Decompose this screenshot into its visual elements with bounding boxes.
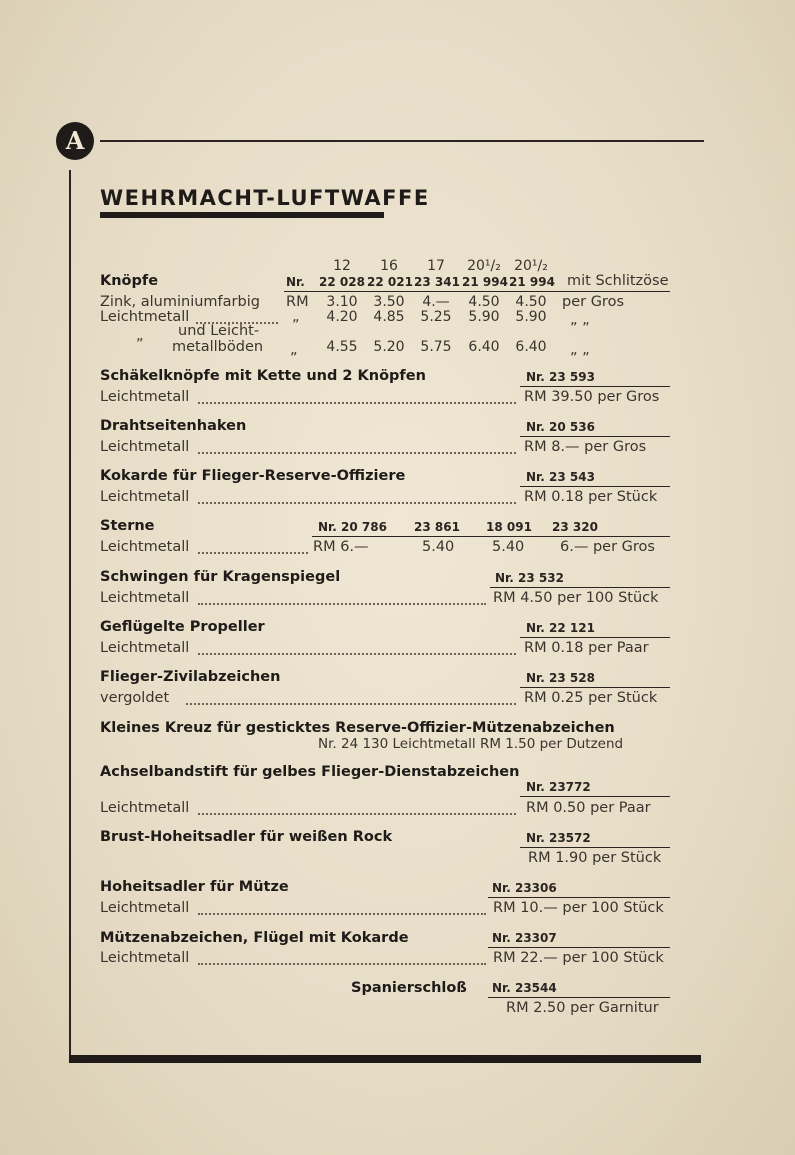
item-heading: Brust-Hoheitsadler für weißen Rock [100,829,393,845]
knoepfe-row-2-tail: „ „ [570,312,590,328]
knoepfe-row-2-value-5: 5.90 [515,309,547,325]
knoepfe-number-1: 22 028 [319,275,365,289]
knoepfe-row-3-unit: „ [290,342,298,358]
knoepfe-row-2-value-3: 5.25 [420,309,452,325]
item-leader [198,452,516,454]
knoepfe-row-1-unit: RM [286,294,309,310]
item-price: RM 2.50 per Garnitur [506,1000,659,1016]
item-rule [520,847,670,848]
item-rule [520,637,670,638]
item-rule [488,947,670,948]
item-leader [198,402,516,404]
item-heading: Schäkelknöpfe mit Kette und 2 Knöpfen [100,368,426,384]
knoepfe-row-2-value-1: 4.20 [326,309,358,325]
item-number: Nr. 23 528 [526,671,595,685]
knoepfe-row-3-label-line-1: und Leicht- [178,323,260,339]
item-rule [490,587,670,588]
knoepfe-row-1-value-5: 4.50 [515,294,547,310]
sterne-value-3: 5.40 [492,539,525,555]
item-description: vergoldet [100,690,170,706]
item-leader [198,552,308,554]
item-description: Leichtmetall [100,640,190,656]
item-rule [520,436,670,437]
item-heading: Hoheitsadler für Mütze [100,879,289,895]
item-rule [520,386,670,387]
item-description: Leichtmetall [100,800,190,816]
knoepfe-row-1-value-2: 3.50 [373,294,405,310]
item-number: Nr. 23544 [492,981,557,995]
item-number: Nr. 22 121 [526,621,595,635]
item-leader [198,603,486,605]
knoepfe-nr-label: Nr. [286,275,305,289]
item-description: Leichtmetall [100,539,190,555]
item-rule [520,486,670,487]
item-heading: Drahtseitenhaken [100,418,247,434]
item-description: Leichtmetall [100,900,190,916]
item-description: Leichtmetall [100,389,190,405]
size-5: 20¹/₂ [514,258,548,274]
item-rule [312,536,670,537]
item-price: RM 0.18 per Paar [524,640,649,656]
knoepfe-row-1-value-1: 3.10 [326,294,358,310]
item-price: RM 0.18 per Stück [524,489,658,505]
item-price: RM 8.— per Gros [524,439,647,455]
item-number: Nr. 23772 [526,780,591,794]
item-heading: Flieger-Zivilabzeichen [100,669,281,685]
item-leader [198,653,516,655]
bottom-rule [69,1055,701,1063]
knoepfe-header-rule [284,291,670,292]
item-price: RM 4.50 per 100 Stück [493,590,659,606]
knoepfe-number-4: 21 994 [462,275,508,289]
knoepfe-row-2-label: Leichtmetall [100,309,190,325]
item-leader [186,703,516,705]
item-description: Leichtmetall [100,590,190,606]
item-number: Nr. 20 536 [526,420,595,434]
size-4: 20¹/₂ [467,258,501,274]
item-leader [198,502,516,504]
item-heading: Geflügelte Propeller [100,619,265,635]
knoepfe-row-3-value-4: 6.40 [468,339,500,355]
item-rule [520,796,670,797]
size-1: 12 [333,258,351,274]
top-rule [100,140,704,142]
item-heading: Mützenabzeichen, Flügel mit Kokarde [100,930,409,946]
size-3: 17 [427,258,445,274]
item-number: Nr. 23 593 [526,370,595,384]
sterne-value-4: 6.— per Gros [560,539,655,555]
left-rule [69,170,71,1058]
knoepfe-row-1-tail: per Gros [562,294,625,310]
item-heading: Achselbandstift für gelbes Flieger-Dienstabzeichen [100,764,520,780]
knoepfe-suffix: mit Schlitzöse [567,273,669,289]
company-logo: A [56,122,94,160]
knoepfe-row-3-value-1: 4.55 [326,339,358,355]
item-number: Nr. 23306 [492,881,557,895]
knoepfe-row-1-value-4: 4.50 [468,294,500,310]
sterne-number-3: 18 091 [486,520,532,534]
item-leader [198,813,516,815]
knoepfe-number-2: 22 021 [367,275,413,289]
knoepfe-row-3-value-2: 5.20 [373,339,405,355]
item-leader [198,963,486,965]
knoepfe-row-1-label: Zink, aluminiumfarbig [100,294,260,310]
knoepfe-row-1-value-3: 4.— [422,294,450,310]
knoepfe-row-3-value-3: 5.75 [420,339,452,355]
item-number: Nr. 23307 [492,931,557,945]
title-underline [100,212,384,218]
knoepfe-heading: Knöpfe [100,273,159,289]
item-heading: Spanierschloß [351,980,467,996]
knoepfe-row-3-prefix: „ [136,328,144,344]
knoepfe-number-3: 23 341 [414,275,460,289]
item-number: Nr. 23572 [526,831,591,845]
item-price: RM 10.— per 100 Stück [493,900,664,916]
knoepfe-row-2-value-2: 4.85 [373,309,405,325]
knoepfe-row-3-tail: „ „ [570,342,590,358]
knoepfe-row-2-unit: „ [292,309,300,325]
item-number: Nr. 23 532 [495,571,564,585]
page-title: WEHRMACHT-LUFTWAFFE [100,186,430,210]
knoepfe-row-2-value-4: 5.90 [468,309,500,325]
item-price: RM 39.50 per Gros [524,389,660,405]
item-price: RM 22.— per 100 Stück [493,950,664,966]
item-heading: Kleines Kreuz für gesticktes Reserve-Offizier-Mützenabzeichen [100,720,615,736]
sterne-number-2: 23 861 [414,520,460,534]
item-heading: Sterne [100,518,155,534]
item-description: Leichtmetall [100,950,190,966]
sterne-value-1: RM 6.— [313,539,369,555]
item-leader [198,913,486,915]
size-2: 16 [380,258,398,274]
item-rule [520,687,670,688]
item-rule [488,997,670,998]
item-price: RM 0.50 per Paar [526,800,651,816]
knoepfe-number-5: 21 994 [509,275,555,289]
sterne-number-4: 23 320 [552,520,598,534]
item-number: Nr. 23 543 [526,470,595,484]
item-price: RM 1.90 per Stück [528,850,662,866]
item-price: RM 0.25 per Stück [524,690,658,706]
sterne-number-1: Nr. 20 786 [318,520,387,534]
item-heading: Kokarde für Flieger-Reserve-Offiziere [100,468,406,484]
item-detail-line: Nr. 24 130 Leichtmetall RM 1.50 per Dutzend [318,736,624,752]
knoepfe-row-3-label-line-2: metallböden [172,339,264,355]
item-heading: Schwingen für Kragenspiegel [100,569,341,585]
item-description: Leichtmetall [100,489,190,505]
sterne-value-2: 5.40 [422,539,455,555]
item-description: Leichtmetall [100,439,190,455]
knoepfe-row-3-value-5: 6.40 [515,339,547,355]
item-rule [488,897,670,898]
